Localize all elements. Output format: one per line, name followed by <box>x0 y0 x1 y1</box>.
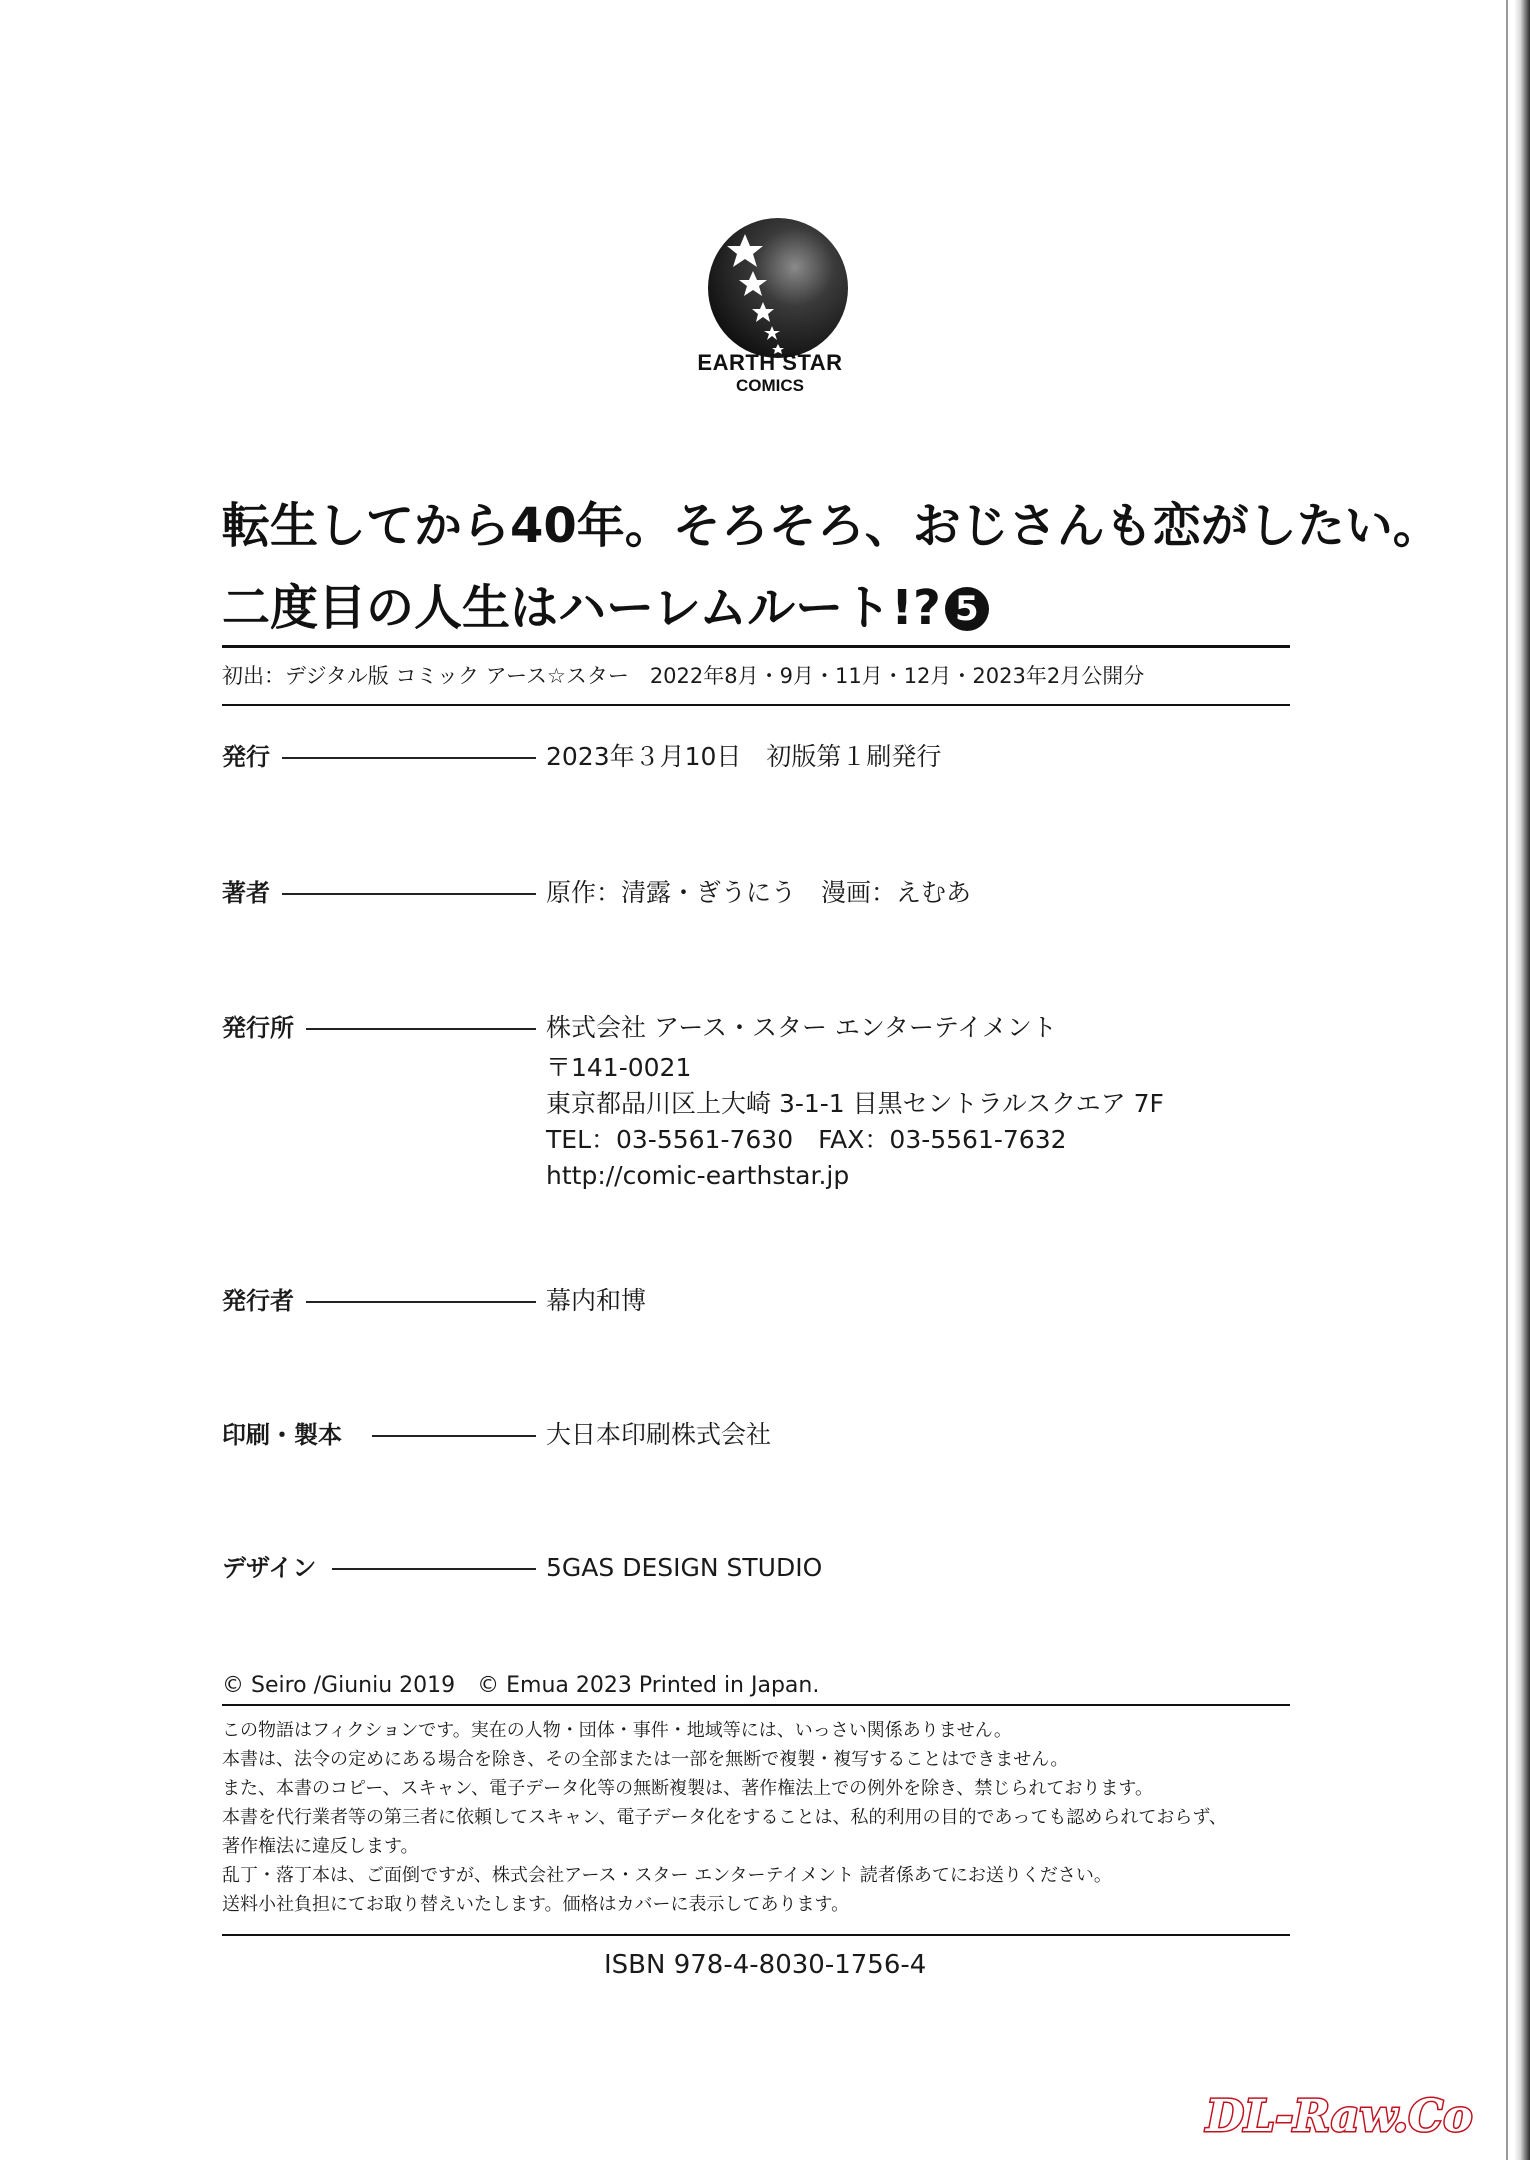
legal-notes <box>222 1716 1292 1919</box>
isbn-rule <box>222 1934 1290 1936</box>
credit-value-printing: 大日本印刷株式会社 <box>546 1420 772 1449</box>
credit-label-printing: 印刷・製本 <box>222 1421 342 1449</box>
credit-value-design: 5GAS DESIGN STUDIO <box>546 1553 823 1582</box>
credit-leader-line <box>306 1028 536 1030</box>
legal-note-line: 送料小社負担にてお取り替えいたします。価格はカバーに表示してあります。 <box>222 1894 850 1915</box>
credit-label-issuer: 発行者 <box>222 1287 294 1315</box>
credit-label-author: 著者 <box>222 879 270 907</box>
first-publication: 初出：デジタル版 コミック アース☆スター 2022年8月・9月・11月・12月・2023年2月公開分 <box>222 664 1145 688</box>
credit-leader-line <box>372 1435 536 1437</box>
credit-value-publisher: 株式会社 アース・スター エンターテイメント <box>546 1013 1057 1042</box>
copyright-notice: © Seiro /Giuniu 2019 © Emua 2023 Printed in Japan. <box>222 1673 820 1698</box>
publisher-postal-code: 〒141-0021 <box>546 1053 692 1082</box>
book-title-line2-text: 二度目の人生はハーレムルート!? <box>222 580 941 636</box>
legal-note-line: また、本書のコピー、スキャン、電子データ化等の無断複製は、著作権法上での例外を除き、禁じられております。 <box>222 1778 1153 1799</box>
credit-value-issuer: 幕内和博 <box>546 1286 647 1315</box>
legal-note-line: 本書は、法令の定めにある場合を除き、その全部または一部を無断で複製・複写することはできません。 <box>222 1749 1069 1770</box>
imprint-subname: COMICS <box>736 376 804 395</box>
credit-label-publisher: 発行所 <box>222 1014 294 1042</box>
credit-leader-line <box>332 1568 536 1570</box>
publisher-address: 東京都品川区上大崎 3-1-1 目黒セントラルスクエア 7F <box>546 1089 1164 1118</box>
isbn: ISBN 978-4-8030-1756-4 <box>604 1950 927 1980</box>
legal-note-line: この物語はフィクションです。実在の人物・団体・事件・地域等には、いっさい関係ありません。 <box>222 1720 1012 1741</box>
copyright-rule <box>222 1704 1290 1706</box>
publisher-url: http://comic-earthstar.jp <box>546 1161 850 1190</box>
credit-label-publish-date: 発行 <box>222 743 270 771</box>
credit-label-design: デザイン <box>222 1554 317 1582</box>
credit-leader-line <box>282 757 536 759</box>
imprint-name: EARTH STAR <box>697 350 843 375</box>
publisher-phone-fax: TEL：03-5561-7630 FAX：03-5561-7632 <box>546 1125 1067 1154</box>
book-title-line1: 転生してから40年。そろそろ、おじさんも恋がしたい。 <box>222 498 1441 554</box>
first-pub-rule <box>222 704 1290 706</box>
watermark-text: DL-Raw.Co <box>1206 2091 1473 2142</box>
credit-value-author: 原作：清露・ぎうにう 漫画：えむあ <box>546 878 972 907</box>
credit-value-publish-date: 2023年３月10日 初版第１刷発行 <box>546 742 942 771</box>
legal-note-line: 著作権法に違反します。 <box>222 1836 419 1857</box>
legal-note-line: 乱丁・落丁本は、ご面倒ですが、株式会社アース・スター エンターテイメント 読者係あてにお送りください。 <box>222 1865 1112 1886</box>
watermark-logo <box>1200 2085 1500 2145</box>
page-edge-shadow <box>1514 0 1530 2160</box>
credit-leader-line <box>306 1301 536 1303</box>
book-title-line2 <box>222 580 1302 636</box>
title-rule <box>222 645 1290 648</box>
volume-number: 5 <box>945 587 989 631</box>
credit-leader-line <box>282 893 536 895</box>
legal-note-line: 本書を代行業者等の第三者に依頼してスキャン、電子データ化をすることは、私的利用の目的であっても認められておらず、 <box>222 1807 1227 1828</box>
